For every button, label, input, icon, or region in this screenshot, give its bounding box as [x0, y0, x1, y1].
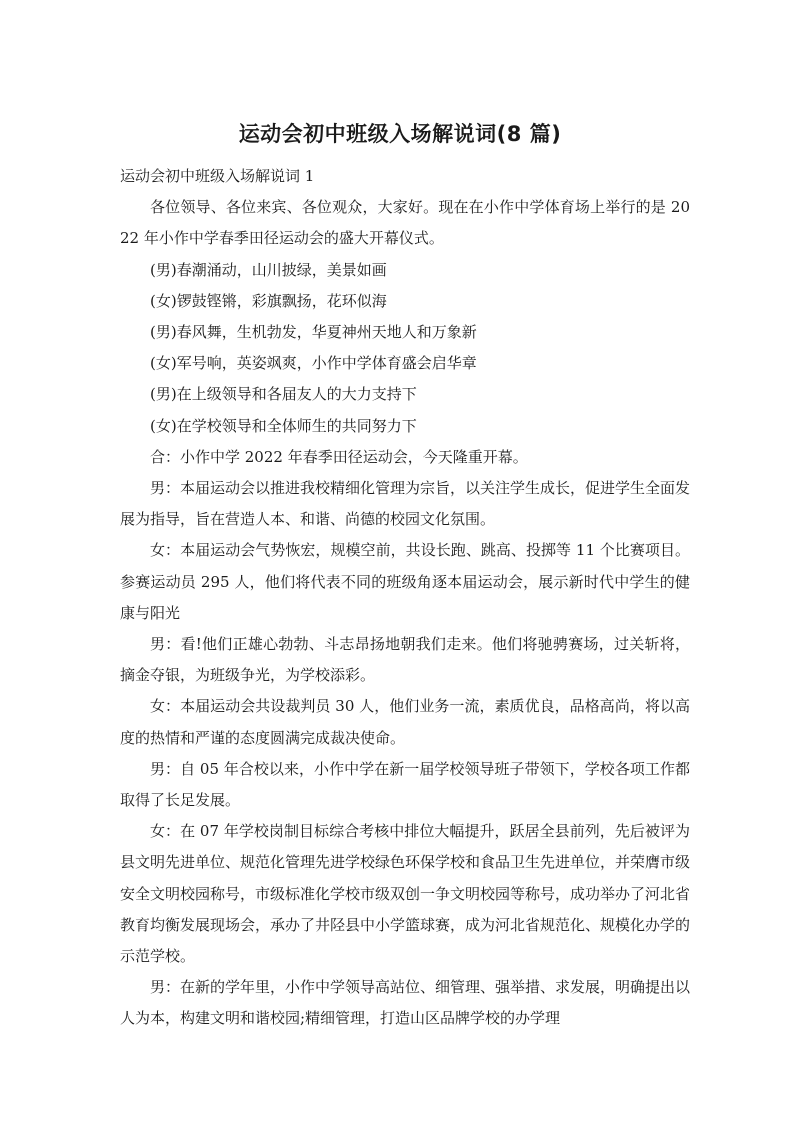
document-body	[120, 161, 690, 1035]
paragraph: 男：自 05 年合校以来，小作中学在新一届学校领导班子带领下，学校各项工作都取得了长足发展。	[120, 759, 690, 810]
paragraph: 合：小作中学 2022 年春季田径运动会，今天隆重开幕。	[150, 447, 528, 466]
paragraph: (男)在上级领导和各届友人的大力支持下	[150, 385, 417, 404]
paragraph: 女：本届运动会气势恢宏，规模空前，共设长跑、跳高、投掷等 11 个比赛项目。参赛运动员 295 人，他们将代表不同的班级角逐本届运动会，展示新时代中学生的健康与阳光	[120, 541, 690, 622]
paragraph: 女：本届运动会共设裁判员 30 人，他们业务一流，素质优良，品格高尚，将以高度的热情和严谨的态度圆满完成裁决使命。	[120, 697, 690, 747]
section-heading: 运动会初中班级入场解说词 1	[120, 167, 315, 185]
paragraph: 各位领导、各位来宾、各位观众，大家好。现在在小作中学体育场上举行的是 2022 年小作中学春季田径运动会的盛大开幕仪式。	[120, 198, 690, 248]
paragraph: (男)春潮涌动，山川披绿，美景如画	[150, 260, 387, 279]
paragraph: 男：本届运动会以推进我校精细化管理为宗旨，以关注学生成长，促进学生全面发展为指导，旨在营造人本、和谐、尚德的校园文化氛围。	[120, 479, 691, 529]
paragraph: (女)在学校领导和全体师生的共同努力下	[150, 416, 417, 435]
paragraph: 男：看!他们正雄心勃勃、斗志昂扬地朝我们走来。他们将驰骋赛场，过关斩将，摘金夺银，为班级争光，为学校添彩。	[120, 635, 690, 685]
document-title: 运动会初中班级入场解说词(8 篇)	[238, 122, 562, 146]
paragraph: (男)春风舞，生机勃发，华夏神州天地人和万象新	[150, 323, 477, 342]
paragraph: (女)锣鼓铿锵，彩旗飘扬，花环似海	[150, 291, 387, 310]
paragraph: 男：在新的学年里，小作中学领导高站位、细管理、强举措、求发展，明确提出以人为本，构建文明和谐校园;精细管理，打造山区品牌学校的办学理	[120, 978, 691, 1028]
paragraph: 女：在 07 年学校岗制目标综合考核中排位大幅提升，跃居全县前列，先后被评为县文明先进单位、规范化管理先进学校绿色环保学校和食品卫生先进单位，并荣膺市级安全文明校园称号，市级标准化学校市级双创一争文明校园等称号，成功举办了河北省教育均衡发展现场会，承办了井陉县中小学篮球赛，成为河北省规范化、规模化办学的示范学校。	[120, 822, 691, 966]
paragraph: (女)军号响，英姿飒爽，小作中学体育盛会启华章	[150, 354, 477, 373]
